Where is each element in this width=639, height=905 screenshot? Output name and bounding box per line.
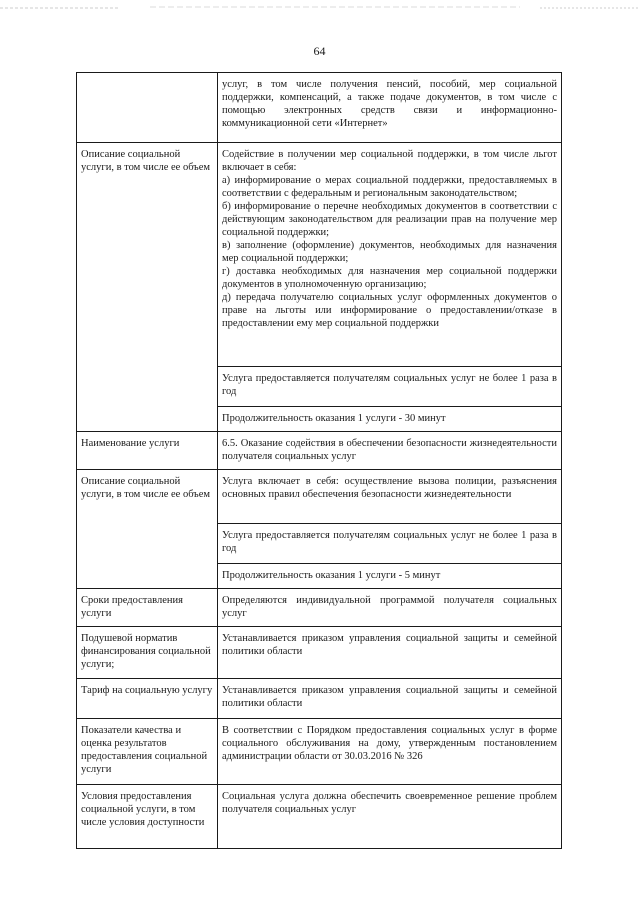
row-label: Наименование услуги (77, 432, 218, 470)
table-row (77, 432, 562, 470)
services-table (76, 72, 562, 849)
service-frequency: Услуга предоставляется получателям социальных услуг не более 1 раза в год (218, 367, 562, 407)
row-label (77, 73, 218, 143)
page-number: 64 (313, 44, 326, 58)
list-item: а) информирование о мерах социальной поддержки, предоставляемых в соответствии с федеральным и региональным законодательством; (222, 175, 557, 199)
list-item: д) передача получателю социальных услуг оформленных документов о праве на льготы или информирование о предоставлении/отказе в предоставлении ему мер социальной поддержки (222, 292, 557, 329)
row-value: В соответствии с Порядком предоставления социальных услуг в форме социального обслуживания на дому, утвержденным постановлением администрации области от 30.03.2016 № 326 (218, 719, 562, 785)
row-value-list (218, 143, 562, 367)
row-label: Тариф на социальную услугу (77, 679, 218, 719)
table-row (77, 785, 562, 849)
list-item: в) заполнение (оформление) документов, необходимых для назначения мер социальной поддержки; (222, 240, 557, 264)
table-row (77, 627, 562, 679)
row-value: Услуга включает в себя: осуществление вызова полиции, разъяснения основных правил обеспечения безопасности жизнедеятельности (218, 470, 562, 524)
list-item: г) доставка необходимых для назначения мер социальной поддержки документов в уполномоченную организацию; (222, 266, 557, 290)
row-value: 6.5. Оказание содействия в обеспечении безопасности жизнедеятельности получателя социальных услуг (218, 432, 562, 470)
scan-edge-artifact (0, 3, 639, 13)
service-frequency: Услуга предоставляется получателям социальных услуг не более 1 раза в год (218, 524, 562, 564)
row-value: Определяются индивидуальной программой получателя социальных услуг (218, 589, 562, 627)
table-row (77, 679, 562, 719)
table-row (77, 470, 562, 524)
row-label: Описание социальной услуги, в том числе ее объем (77, 143, 218, 432)
row-value: услуг, в том числе получения пенсий, пособий, мер социальной поддержки, компенсаций, а также подаче документов, в том числе с помощью электронных средств связи и информационно-коммуникационной сети «Интернет» (218, 73, 562, 143)
row-label: Условия предоставления социальной услуги, в том числе условия доступности (77, 785, 218, 849)
row-value: Устанавливается приказом управления социальной защиты и семейной политики области (218, 627, 562, 679)
row-value: Устанавливается приказом управления социальной защиты и семейной политики области (218, 679, 562, 719)
row-label: Показатели качества и оценка результатов предоставления социальной услуги (77, 719, 218, 785)
row-value: Социальная услуга должна обеспечить своевременное решение проблем получателя социальных услуг (218, 785, 562, 849)
row-label: Описание социальной услуги, в том числе ее объем (77, 470, 218, 589)
service-duration: Продолжительность оказания 1 услуги - 5 минут (218, 564, 562, 589)
list-item: Содействие в получении мер социальной поддержки, в том числе льгот включает в себя: (222, 149, 557, 173)
list-item: б) информирование о перечне необходимых документов в соответствии с действующим законодательством для реализации прав на получение мер социальной поддержки; (222, 201, 557, 238)
row-label: Сроки предоставления услуги (77, 589, 218, 627)
table-row (77, 73, 562, 143)
row-label: Подушевой норматив финансирования социальной услуги; (77, 627, 218, 679)
table-row (77, 589, 562, 627)
table-row (77, 719, 562, 785)
table-row (77, 143, 562, 367)
service-duration: Продолжительность оказания 1 услуги - 30 минут (218, 407, 562, 432)
